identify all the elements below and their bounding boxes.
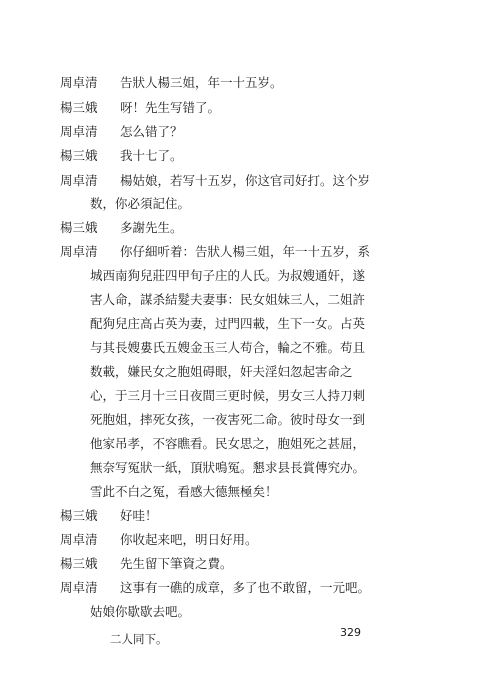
dialogue-text: 死胞姐，摔死女孩，一夜害死二命。彼时母女一到 [90,412,366,427]
page-number: 329 [340,626,361,639]
stage-direction: 二人同下。 [110,632,168,646]
dialogue-text: 無奈写冤狀一紙，頂狀鳴冤。懇求县長賞傳究办。 [90,460,366,475]
continuation-line [90,195,190,213]
speaker-name: 楊三娥 [60,148,98,163]
dialogue-text: 配狗兒庄高占英为妻，过門四載，生下一女。占英 [90,316,366,331]
dialogue-text: 姑娘你歇歇去吧。 [90,604,191,619]
dialogue-line [60,123,183,141]
speaker-name: 周卓清 [60,580,98,595]
dialogue-text: 怎么错了？ [120,124,183,139]
dialogue-text: 呀！先生写错了。 [120,100,221,115]
dialogue-text: 楊姑娘，若写十五岁，你这官司好打。这个岁 [120,173,371,188]
dialogue-text: 你仔細听着：告狀人楊三姐，年一十五岁，系 [120,244,371,259]
continuation-line [90,267,365,285]
dialogue-line [60,147,183,165]
speaker-name: 周卓清 [60,532,98,547]
speaker-name: 周卓清 [60,173,98,188]
dialogue-text: 告狀人楊三姐，年一十五岁。 [120,75,283,90]
dialogue-line [60,74,283,92]
dialogue-text: 好哇！ [120,508,158,523]
dialogue-text: 你收起来吧，明日好用。 [120,532,258,547]
dialogue-line [60,579,370,597]
dialogue-text: 数，你必須記住。 [90,196,191,211]
dialogue-line [60,172,370,190]
dialogue-line [60,507,158,525]
dialogue-line [60,531,258,549]
continuation-line [90,315,365,333]
continuation-line [90,459,365,477]
speaker-name: 楊三娥 [60,220,98,235]
continuation-line [90,363,353,381]
speaker-name: 楊三娥 [60,556,98,571]
continuation-line [90,483,278,501]
dialogue-line [60,555,233,573]
continuation-line [90,603,190,621]
continuation-line [90,435,365,453]
dialogue-line [60,219,183,237]
dialogue-text: 我十七了。 [120,148,183,163]
speaker-name: 周卓清 [60,75,98,90]
dialogue-text: 多謝先生。 [120,220,183,235]
continuation-line [90,339,365,357]
dialogue-text: 数載，嫌民女之胞姐碍眼，奸夫淫妇忽起害命之 [90,364,353,379]
dialogue-text: 心，于三月十三日夜間三更时候，男女三人持刀刺 [90,388,366,403]
speaker-name: 周卓清 [60,124,98,139]
dialogue-text: 他家吊孝，不容瞧看。民女思之，胞姐死之甚屈， [90,436,366,451]
speaker-name: 周卓清 [60,244,98,259]
dialogue-text: 先生留下筆資之費。 [120,556,233,571]
dialogue-text: 害人命，謀杀結髮夫妻事：民女姐妹三人，二姐許 [90,292,366,307]
speaker-name: 楊三娥 [60,100,98,115]
dialogue-text: 雪此不白之冤，看感大德無極矣！ [90,484,278,499]
dialogue-line [60,243,370,261]
dialogue-text: 城西南狗兒莊四甲旬子庄的人氏。为叔嫂通奸，遂 [90,268,366,283]
continuation-line [90,411,365,429]
dialogue-text: 与其長嫂婁氏五嫂金玉三人苟合，輪之不雅。苟且 [90,340,366,355]
dialogue-line [60,99,220,117]
continuation-line [90,387,365,405]
speaker-name: 楊三娥 [60,508,98,523]
continuation-line [90,291,365,309]
dialogue-text: 这事有一礁的成章，多了也不敢留，一元吧。 [120,580,371,595]
